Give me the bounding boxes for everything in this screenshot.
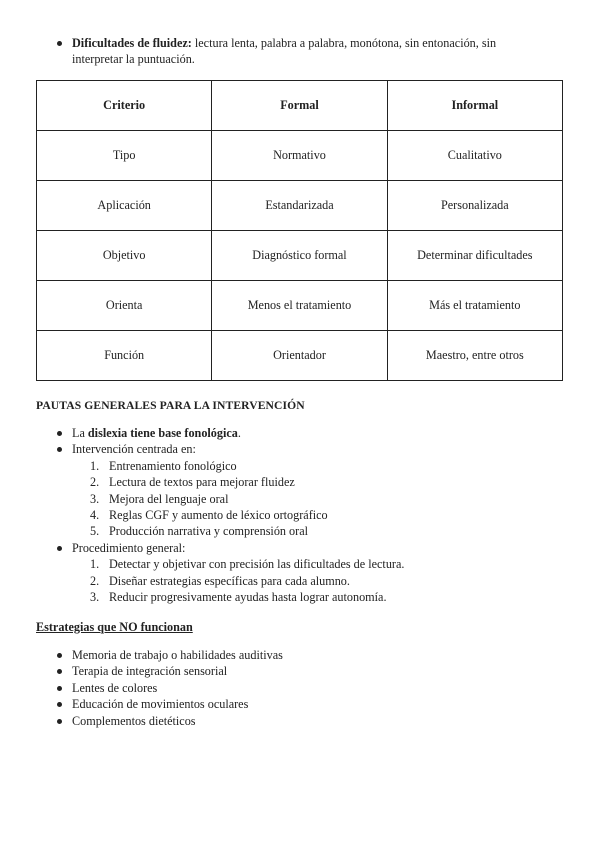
list-item <box>72 573 552 589</box>
table-row <box>37 131 563 181</box>
list-text: Producción narrativa y comprensión oral <box>109 524 308 539</box>
table-cell: Orienta <box>37 281 212 331</box>
list-text: Detectar y objetivar con precisión las dificultades de lectura. <box>109 557 405 572</box>
table-cell: Normativo <box>212 131 387 181</box>
list-item <box>72 491 552 507</box>
list-item: Complementos dietéticos <box>72 713 522 729</box>
table-cell: Diagnóstico formal <box>212 231 387 281</box>
list-item <box>72 474 552 490</box>
procedimiento-numbered-list <box>72 556 552 605</box>
list-item <box>72 589 552 605</box>
table-row <box>37 281 563 331</box>
table-row <box>37 331 563 381</box>
list-number: 3. <box>90 491 100 506</box>
list-number: 4. <box>90 508 100 523</box>
table-row <box>37 181 563 231</box>
table-cell: Menos el tratamiento <box>212 281 387 331</box>
fluidez-text-line2: interpretar la puntuación. <box>72 52 195 67</box>
no-funcionan-heading: Estrategias que NO funcionan <box>36 620 193 634</box>
list-item <box>72 556 552 572</box>
list-item-procedimiento <box>72 540 552 606</box>
table-header-row <box>37 81 563 131</box>
list-item <box>72 507 552 523</box>
table-cell: Determinar dificultades <box>387 231 562 281</box>
intro-bullet-list <box>72 35 542 68</box>
list-number: 2. <box>90 475 100 490</box>
no-funcionan-list <box>72 647 522 729</box>
list-text: Mejora del lenguaje oral <box>109 491 229 506</box>
list-item-intervencion <box>72 441 552 539</box>
table-cell: Tipo <box>37 131 212 181</box>
list-item-dislexia <box>72 425 552 441</box>
list-number: 5. <box>90 524 100 539</box>
table-cell: Estandarizada <box>212 181 387 231</box>
table-cell: Personalizada <box>387 181 562 231</box>
list-number: 1. <box>90 458 100 473</box>
table-cell: Cualitativo <box>387 131 562 181</box>
list-item-fluidez <box>72 35 542 68</box>
dislexia-bold: dislexia tiene base fonológica <box>87 426 238 440</box>
list-text: Reducir progresivamente ayudas hasta lograr autonomía. <box>109 590 387 605</box>
procedimiento-label: Procedimiento general: <box>72 540 186 555</box>
list-number: 3. <box>90 590 100 605</box>
dislexia-pre: La <box>72 426 88 440</box>
fluidez-text-line1: lectura lenta, palabra a palabra, monótona, sin entonación, sin <box>194 36 497 50</box>
list-item <box>72 523 552 539</box>
list-text: Diseñar estrategias específicas para cada alumno. <box>109 573 350 588</box>
dislexia-post: . <box>237 426 241 440</box>
list-text: Reglas CGF y aumento de léxico ortográfico <box>109 508 328 523</box>
table-cell: Objetivo <box>37 231 212 281</box>
table-cell: Más el tratamiento <box>387 281 562 331</box>
list-item: Lentes de colores <box>72 680 522 696</box>
table-cell: Función <box>37 331 212 381</box>
table-cell: Aplicación <box>37 181 212 231</box>
list-item: Educación de movimientos oculares <box>72 696 522 712</box>
list-number: 1. <box>90 557 100 572</box>
table-row <box>37 231 563 281</box>
comparison-table <box>36 80 563 381</box>
intervencion-numbered-list <box>72 458 552 540</box>
list-item: Terapia de integración sensorial <box>72 663 522 679</box>
table-cell: Orientador <box>212 331 387 381</box>
list-item <box>72 458 552 474</box>
header-criterio: Criterio <box>37 81 212 131</box>
pautas-heading: PAUTAS GENERALES PARA LA INTERVENCIÓN <box>36 399 305 412</box>
list-item: Memoria de trabajo o habilidades auditivas <box>72 647 522 663</box>
table-cell: Maestro, entre otros <box>387 331 562 381</box>
intervencion-label: Intervención centrada en: <box>72 442 196 457</box>
fluidez-bold-label: Dificultades de fluidez: <box>72 36 192 50</box>
pautas-bullet-list <box>72 425 552 605</box>
header-informal: Informal <box>387 81 562 131</box>
list-text: Entrenamiento fonológico <box>109 458 237 473</box>
list-text: Lectura de textos para mejorar fluidez <box>109 475 295 490</box>
list-number: 2. <box>90 573 100 588</box>
header-formal: Formal <box>212 81 387 131</box>
